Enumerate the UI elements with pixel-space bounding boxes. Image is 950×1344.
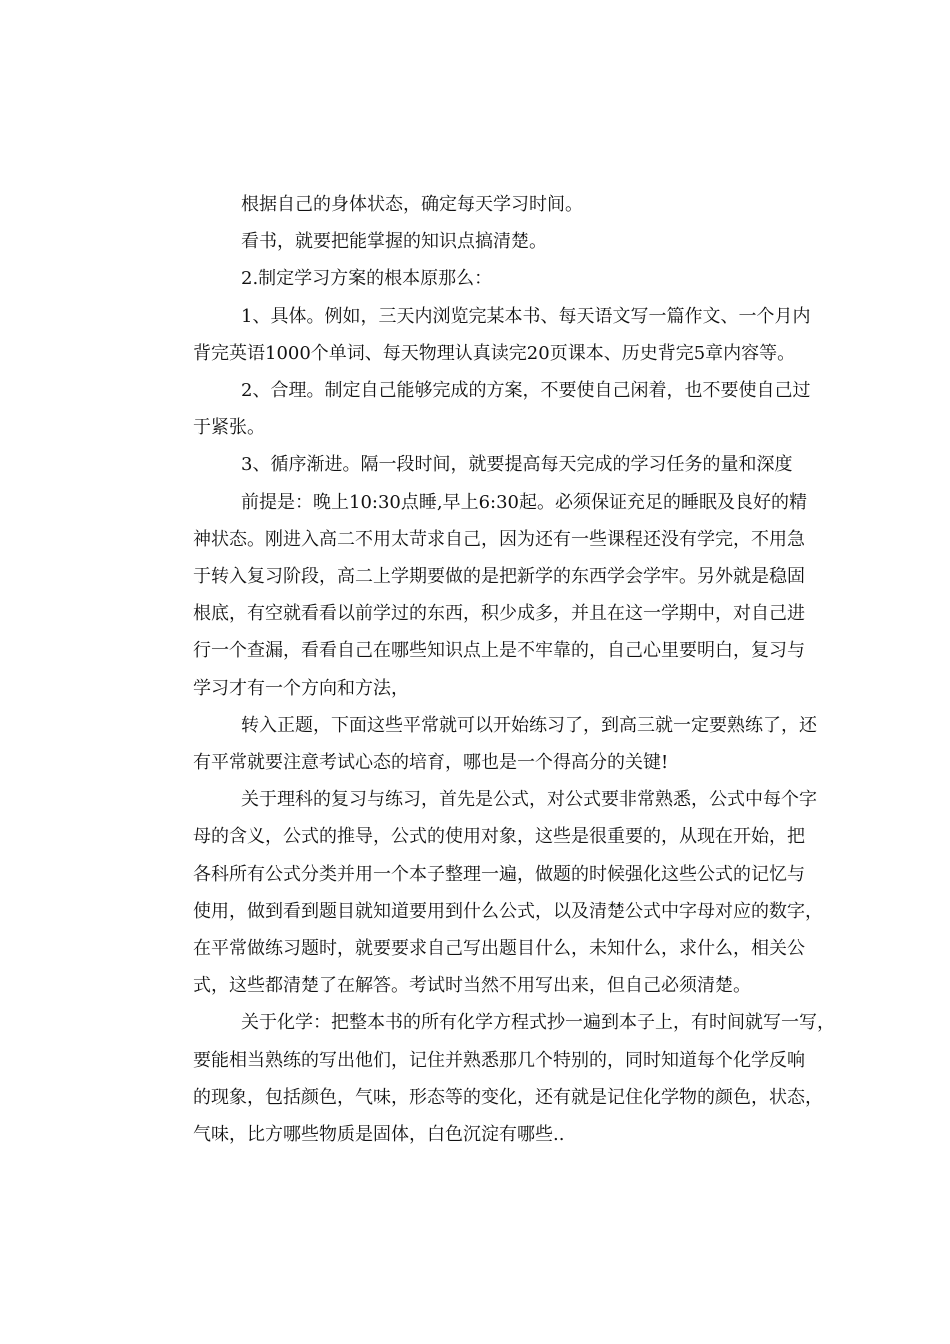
- text-line: 1、具体。例如，三天内浏览完某本书、每天语文写一篇作文、一个月内: [241, 305, 811, 327]
- text-line: 要能相当熟练的写出他们，记住并熟悉那几个特别的，同时知道每个化学反响: [193, 1049, 805, 1071]
- text-line: 神状态。刚进入高二不用太苛求自己，因为还有一些课程还没有学完，不用急: [193, 528, 805, 550]
- text-line: 于转入复习阶段，高二上学期要做的是把新学的东西学会学牢。另外就是稳固: [193, 566, 805, 588]
- paragraph-7: [145, 484, 807, 707]
- text-line: 各科所有公式分类并用一个本子整理一遍，做题的时候强化这些公式的记忆与: [193, 863, 805, 885]
- text-line: 2.制定学习方案的根本原那么：: [241, 268, 493, 290]
- text-line: 行一个查漏，看看自己在哪些知识点上是不牢靠的，自己心里要明白，复习与: [193, 640, 805, 662]
- text-line: 式，这些都清楚了在解答。考试时当然不用写出来，但自己必须清楚。: [193, 975, 751, 997]
- text-line: 看书，就要把能掌握的知识点搞清楚。: [241, 231, 547, 253]
- paragraph-4: [145, 298, 811, 372]
- text-line: 转入正题，下面这些平常就可以开始练习了，到高三就一定要熟练了，还: [241, 714, 817, 736]
- text-line: 根据自己的身体状态，确定每天学习时间。: [241, 194, 583, 215]
- text-line: 学习才有一个方向和方法，: [193, 677, 409, 699]
- text-line: 母的含义，公式的推导，公式的使用对象，这些是很重要的，从现在开始，把: [193, 826, 805, 848]
- paragraph-2: [145, 223, 807, 260]
- text-line: 气味，比方哪些物质是固体，白色沉淀有哪些..: [193, 1124, 565, 1146]
- paragraph-8: [145, 707, 817, 781]
- text-line: 使用，做到看到题目就知道要用到什么公式，以及清楚公式中字母对应的数字，: [193, 900, 823, 922]
- text-line: 根底，有空就看看以前学过的东西，积少成多，并且在这一学期中，对自己进: [193, 603, 805, 625]
- paragraph-3: [145, 260, 807, 297]
- text-line: 前提是：晚上10:30点睡,早上6:30起。必须保证充足的睡眠及良好的精: [241, 491, 808, 513]
- text-line: 关于理科的复习与练习，首先是公式，对公式要非常熟悉，公式中每个字: [241, 789, 817, 811]
- paragraph-9: [145, 781, 823, 1004]
- text-line: 的现象，包括颜色，气味，形态等的变化，还有就是记住化学物的颜色，状态，: [193, 1086, 823, 1108]
- paragraph-6: [145, 446, 807, 483]
- text-line: 在平常做练习题时，就要要求自己写出题目什么，未知什么，求什么，相关公: [193, 938, 805, 960]
- text-line: 有平常就要注意考试心态的培育，哪也是一个得高分的关键!: [193, 752, 669, 774]
- paragraph-5: [145, 372, 811, 446]
- paragraph-1: [145, 186, 807, 223]
- text-line: 3、循序渐进。隔一段时间，就要提高每天完成的学习任务的量和深度: [241, 454, 793, 476]
- text-line: 于紧张。: [193, 417, 265, 439]
- document-body: [145, 186, 835, 1153]
- text-line: 2、合理。制定自己能够完成的方案，不要使自己闲着，也不要使自己过: [241, 380, 811, 402]
- text-line: 关于化学：把整本书的所有化学方程式抄一遍到本子上，有时间就写一写，: [241, 1012, 835, 1034]
- paragraph-10: [145, 1004, 835, 1153]
- text-line: 背完英语1000个单词、每天物理认真读完20页课本、历史背完5章内容等。: [193, 342, 796, 364]
